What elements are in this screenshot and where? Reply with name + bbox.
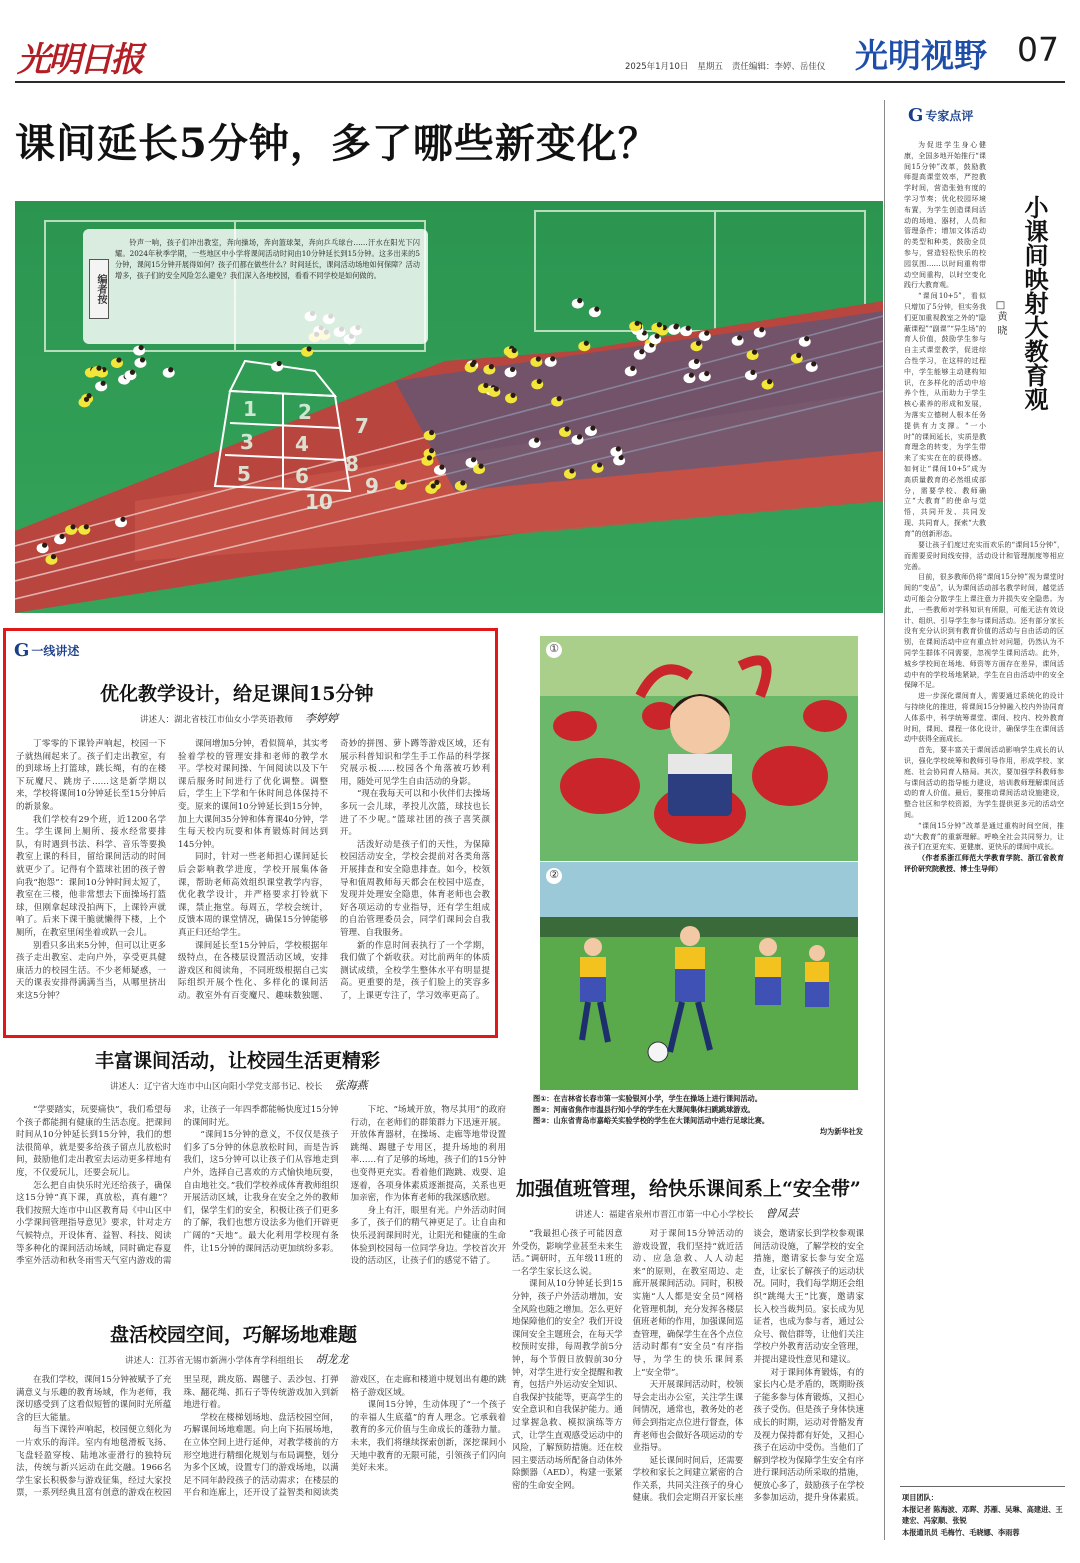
child-head [478,464,483,469]
child-head [694,359,699,364]
child-head [686,326,691,331]
court-number: 7 [355,414,369,438]
court-number: 5 [237,462,251,486]
article3-author: 胡龙龙 [315,1353,349,1366]
frontline-tag-label: 一线讲述 [31,644,80,658]
g-logo-icon: G [908,105,924,126]
child-head [470,362,475,367]
section-title: 光明视野 [855,36,987,75]
child-head [140,357,145,362]
court-number: 1 [243,397,257,421]
commentary-body-narrow: 为促进学生身心健康，全国多地开始推行“课间15分钟”改革，鼓励教师提高课堂效率，严控教学时间，营造张弛有度的学习节奏；优化校园环境布置，为学生创造课间活动的场地、器材，人员和管理条件；增加文体活动的类型和种类，鼓励全员参与，营造轻松快乐的校园氛围……以时间重构带动空间重构，以时空变化践行大教育观。 “课间10+5”，看似只增加了5分钟，但实务我们更加重视教室之外的“隐蔽课程”“副课”“异生场”的育人价值，鼓励学生参与自主式课堂教学，促进综合性学习，在这样的过程中，学生能够主动建构知识，在多样化的活动中培养个性，从而助力于学生核心素养的形成和发展，为落实立德树人根本任务提供有力支撑。“一小时”的课间延长，实质是教育理念的转变，为学生带来了实实在在的获得感。如何让“课间10+5”成为高质量教育的必然组成部分，需要学校、教师确立“大教育”的使命与觉悟，共同开发、共同发现、共同育人，探索“大教育”的创新形态。 [904,141,986,538]
child-head [597,462,602,467]
child-head [557,396,562,401]
article2-title: 丰富课间活动，让校园生活更精彩 [95,1050,381,1072]
g-logo-icon: G [14,640,30,661]
court-number: 9 [365,474,379,498]
child-head [639,349,644,354]
article4-body: “我最担心孩子可能因意外受伤，影响学业甚至未来生活。”调研时，五年级11班的一名学生家长这么说。 课间从10分钟延长到15分钟，孩子户外活动增加，安全风险也随之增加。怎么更好地保障他们的安全？我们开设课间安全主题班会，在每天学校预时安排，每周教学前5分钟，每个节假日放假前30分钟，对学生进行安全提醒和教育，包括户外运动安全知识、自我保护技能等，更高学生的安全意识和自我保护能力。通过掌握急救、模拟演练等方式，让学生直观感受运动中的风险，了解预防措施。还在校园主要活动场所配备自动体外除颤器（AED），构建一张紧密的生命安全网。 对于课间15分钟活动的游戏设置，我们坚持“就近活动、应急急救、人人动起来”的原则，在教室周边、走廊开展课间活动。同时，积极实施“人人都是安全员”网格化管理机制，充分发挥各楼层值班老师的作用，加强课间巡查管理，确保学生在各个点位活动时都有“安全员”有序指导，为学生的快乐课间系上“安全带”。 天开展课间活动时，校领导会走出办公室，关注学生课间情况，通常也，教务处的老师会到指定点位进行督查，体育老师也会做好各项运动的专业指导。 延长课间时间后，还需要学校和家长之间建立紧密的合作关系，共同关注孩子的身心健康。我们会定期召开家长座谈会，邀请家长到学校参观课间活动设施，了解学校的安全措施，邀请家长参与安全巡查，让家长了解孩子的运动状况。同时，我们每学期还会组织“跳绳大王”比赛，邀请家长入校当裁判员。家长成为见证者，也成为参与者，通过公众号、微信群等，让他们关注学校户外教育活动安全管理，并提出建设性意见和建议。 对于课间体育锻炼，有的家长内心是矛盾的，既期盼孩子能多参与体育锻炼，又担心孩子受伤。但是孩子身体快速成长的时期，运动对骨骼发育及视力保持都有好处，又担心孩子在运动中受伤。当他们了解到学校为保障学生安全有序进行课间活动所采取的措施，便放心多了，鼓励孩子在学校多参加运动，提升身体素质。 [512,1229,864,1504]
child-head [689,373,694,378]
child-head [811,361,816,366]
child-head [635,321,640,326]
children-drum-image [540,636,858,861]
child-head [116,357,121,362]
court-number: 3 [240,430,254,454]
article3-body: 在我们学校，课间15分钟被赋予了充满意义与乐趣的教育场域，作为老师，我深切感受到了这看似短暂的课间时光所蕴含的巨大能量。 每当下课铃声响起，校园便立刻化为一片欢乐的海洋。室内有地毯滑板飞扬、飞盘轻盈穿梭、陆地冰壶滑行的独特玩法，传统与新兴运动在此交融。1966名学生家长积极参与游戏征集，经过大家投票，一系列经典且富有创意的游戏在校园里呈现，跳皮筋、踢毽子、丢沙包、打弹珠、翻花绳、抓石子等传统游戏加入到新地进行着。 学校在楼梯划场地、盘活校园空间，巧解课间场地难题。向上向下拓展场地，在立体空间上进行延伸，对教学楼前的方形空地进行精细化规划与布局调整，划分为多个区域，设置专门的游戏场地，以满足不同年龄段孩子的活动需求；在楼层的平台和连廊上，还开设了益智类和阅读类游戏区，在走廊和楼道中规划出有趣的跳格子游戏区域。 课间15分钟，生动体现了“一个孩子的幸福人生底蕴”的育人理念。它承载着教育的多元价值与生命成长的蓬勃力量。未来，我们将继续探索创新，深挖课间小天地中教育的无限可能，引领孩子们闪向美好未来。 [16,1375,506,1499]
child-head [400,479,405,484]
child-head [120,517,125,522]
child-head [277,361,282,366]
responsible-editors: 责任编辑：李婷、岳佳仪 [731,62,826,72]
photo-2-marker: ② [546,868,562,884]
child-head [537,379,542,384]
commentary-body-wide: 要让孩子们度过充实而欢乐的“课间15分钟”，而需要妥时间线安排，活动设计和管理制度等相应完善。 目前，很多教师仍将“课间15分钟”视为课堂时间的“变品”，认为课间活动部名教学时间，越觉活动可能会分散学生上课注意力并损失安全隐患。为此，一些教师对学科知识有所限，可能无法有效设计、组织、引导学生参与课间活动。还有部分家长没有充分认识到有教育价值的活动与自由活动的区别，在课间活动中应有重点针对问题，仍然认为不同学生群体不同需要，忽视学生课间活动。此外，城乡学校间在场地、师资等方面存在差异，课间活动中有的学校场地紧缺，学生在自由活动中的安全保障不足。 进一步深化课间育人，需要通过系统化的设计与持续化的推进，将课间15分钟融入校内外协同育人体系中，科学统筹课堂、课间、校内、校外教育时间，课间、课程一体化设计，确保学生在课间活动中获得全面成长。 首先，要丰富关于课间活动影响学生成长的认识，强化学校统筹和教师引导作用，形成学校、家庭、社会协同育人格局。其次，要加强学科教师参与课间活动的指导能力建设，培训教师理解课间活动的育人价值。最后，要推动课间活动设施建设，整合社区和学校资源，为学生提供更多元的活动空间。 “课间15分钟”改革是通过重构时间空间，推动“大教育”的重新理解。呼唤全社会共同努力，让孩子们在更充实、更健康、更快乐的课间中成长。 （作者系浙江师范大学教育学院、浙江省教育评价研究院教授、博士生导师） [904,541,1064,873]
court-number: 8 [345,452,359,476]
credits-rule [900,1486,1065,1487]
child-head [431,483,436,488]
court-number: 2 [298,400,312,424]
article1-title: 优化教学设计，给足课间15分钟 [100,683,374,705]
paper-name-logo: 光明日报 [17,40,141,80]
commentary-author: □黄晓 [995,300,1006,339]
article4-byline: 讲述人：福建省泉州市晋江市第一中心小学校长 曾凤芸 [575,1207,799,1220]
child-head [630,366,635,371]
expert-tag-label: 专家点评 [925,109,974,123]
child-head [704,331,709,336]
child-head [460,480,465,485]
frontline-tag [14,640,79,661]
article4-title: 加强值班管理，给快乐课间系上“安全带” [516,1178,861,1200]
top-photo [15,201,883,613]
child-head [737,335,742,340]
court-number: 4 [295,432,309,456]
article3-title: 盘活校园空间，巧解场地难题 [110,1324,358,1346]
photo-2 [540,862,858,1090]
project-credits: 项目团队： 本报记者 陈海波、邓晖、苏雁、吴琳、高建进、王建宏、冯家顺、张锐 本报通讯员 毛梅竹、毛晓娜、李雨蓉 [902,1493,1063,1537]
child-head [168,367,173,372]
photo-captions: 图①：在吉林省长春市第一实验银河小学，学生在操场上进行课间活动。 图②：河南省焦作市温县行知小学的学生在大课间集体扫跳跳球游戏。 图③：山东省青岛市嘉峪关实验学校的学生在大课间活动中进行足球比赛。 均为新华社发 [533,1094,863,1136]
main-headline: 课间延长5分钟，多了哪些新变化？ [15,120,659,167]
child-head [704,371,709,376]
column-divider [884,100,885,1540]
child-head [59,534,64,539]
child-head [759,327,764,332]
child-head [84,397,89,402]
article4-author: 曾凤芸 [765,1207,799,1220]
child-head [429,448,434,453]
child-head [673,324,678,329]
child-head [696,341,701,346]
child-head [307,346,312,351]
photo-1 [540,636,858,861]
child-head [139,345,144,350]
article1-author: 李婷婷 [305,712,339,725]
child-head [84,524,89,529]
expert-tag [908,105,973,126]
child-head [655,334,660,339]
child-head [42,543,47,548]
child-head [471,457,476,462]
child-head [804,336,809,341]
issue-weekday: 星期五 [697,62,723,72]
child-head [564,426,569,431]
article1-byline: 讲述人：湖北省枝江市仙女小学英语教师 李婷婷 [140,712,339,725]
child-head [534,438,539,443]
child-head [796,353,801,358]
commentary-title: 小课间映射大教育观 [1020,195,1049,411]
child-head [51,554,56,559]
child-head [510,367,515,372]
child-head [536,356,541,361]
child-head [577,434,582,439]
article2-body: “学要踏实，玩要痛快”，我们希望每个孩子都能拥有健康的生活态度。把课间时间从10分钟延长到15分钟，我们的想法很简单，就是要多给孩子留点儿放松时间，鼓励他们走出教室去运动更多样地有度，不仅爱玩儿，还要会玩儿。 怎么把自由快乐时光还给孩子，确保这15分钟“真下课，真放松，真有趣”？我们按照大连市中山区教育局《中山区中小学课间管理指导意见》要求，针对走方气候特点，开设体育、益智、科技、阅读等多种化的课间活动场域，同时确定春夏季室外活动和秋冬雨雪天气室内游戏的需求，让孩子一年四季都能畅快度过15分钟的课间时光。 “课间15分钟的意义，不仅仅是孩子们多了5分钟的休息放松时间，而是告诉我们，这5分钟可以让孩子们从容地走到户外，选择自己喜欢的方式愉快地玩耍，自由地社交。”我们学校养成体育教师组织开展活动区域，让我身在安全之外的教师们，保学生们的安全，积极让孩子们更多的了解，我们也想方设法多为他们开辟更广阔的“天地”。最大化利用学校现有条件，让15分钟的课间活动更加缤纷多彩。 下坨、“场域开放，物尽其用”的政府行动，在老师们的群策群力下迅速开展。开放体育器材，在操场、走廊等地带设置跳绳、踢毽子专用区，提升场地的利用率……有了足够的场地，孩子们的15分钟也变得更充实。看着他们跑跳、戏耍、追逐着，各项身体素质逐渐提高，关系也更加亲密，作为体育老师的我深感欣慰。 身上有汗，眼里有光。户外活动时间多了，孩子们的精气神更足了。让自由和快乐浸润课间时光，让阳光和健康的生命体验到校园每一位同学身边。学校首次开设的活动区，让孩子们的感觉不错了。 [16,1105,506,1267]
child-head [569,468,574,473]
court-number: 6 [295,464,309,488]
child-head [616,446,621,451]
child-head [594,307,599,312]
child-head [483,383,488,388]
child-head [752,350,757,355]
child-head [427,455,432,460]
child-head [439,465,444,470]
child-head [489,364,494,369]
child-head [494,386,499,391]
child-head [590,426,595,431]
child-head [584,341,589,346]
children-running-image [540,862,858,1090]
issue-date: 2025年1月10日 [625,62,689,72]
child-head [550,356,555,361]
page-number: 07 [1017,30,1059,69]
editor-note-text: 铃声一响，孩子们冲出教室，奔向操场，奔向篮球架，奔向乒乓球台……汗水在阳光下闪耀。2024年秋季学期，一些地区中小学将课间活动时间由10分钟延长到15分钟。这多出来的5分钟，课间15分钟开展得如何？孩子们都在做些什么？时间延长，课间活动场地如何保障？活动增多，孩子们的安全风险怎么避免？我们深入各地校园，看看不同学校是如何做的。 [115,238,420,280]
child-head [101,381,106,386]
child-head [70,524,75,529]
editor-note-box [83,229,428,344]
child-head [750,370,755,375]
masthead-rule [15,81,1065,83]
child-head [130,370,135,375]
article2-author: 张海燕 [334,1079,368,1092]
editor-note-tag: 编者按 [89,259,109,319]
child-head [577,298,582,303]
article2-byline: 讲述人：辽宁省大连市中山区向阳小学党支部书记、校长 张海燕 [110,1079,368,1092]
article1-body: 丁零零的下课铃声响起，校园一下子就热闹起来了。孩子们走出教室，有的到球场上打篮球，跳长绳，有的在楼下玩魔尺、跳房子……这是新学期以来，学校将课间10分钟延长至15分钟后的新景象。 我们学校有29个班，近1200名学生。学生课间上厕所、接水经常要排队，有时遇到书法、科学、音乐等要换教室上课的科目，留给课间活动的时间就更少了。记得有个篮球社团的孩子曾向我“抱怨”：课间10分钟时间太短了，教室在三楼，他非常想去下面操场打篮球，但刚拿起球没拍两下，上课铃声就响了。后来下课干脆就懒得下楼，上个厕所，在教室里闲坐着或趴一会儿。 别看只多出来5分钟，但可以让更多孩子走出教室、走向户外，享受更具健康活力的校园生活。不少老师疑惑，一天的课表安排得满满当当，从哪里挤出来这5分钟？ 课间增加5分钟，看似简单，其实考验着学校的管理安排和老师的教学水平。学校对课间操、午间阅读以及下午课后服务时间进行了优化调整。调整后，学生上下学和午休时间总体保持不变。原来的课间10分钟延长到15分钟，加上大课间35分钟和体育课40分钟，学生每天校内玩耍和体育锻炼时间达到145分钟。 同时，针对一些老师担心课间延长后会影响教学进度，学校开展集体备课，帮助老师高效组织课堂教学内容，优化教学设计，并严格要求打铃就下课，禁止拖堂。每周五，学校会统计，反馈本周的课堂情况，确保15分钟能够真正归还给学生。 课间延长至15分钟后，学校根据年级特点，在各楼层设置活动区域，安排游戏区和阅读角，不同班级根据自己实际组织开展个性化、多样化的课间活动。教室外有百变魔尺、趣味数独题、奇妙的拼图、萝卜蹲等游戏区域，还有展示科普知识和学生手工作品的科学探究展示板……校园各个角落被巧妙利用，随处可见学生自由活动的身影。 “现在我每天可以和小伙伴们去操场多玩一会儿球，孝投儿次篮，球技也长进了不少呢。”篮球社团的孩子喜笑颜开。 活泼好动是孩子们的天性，为保障校园活动安全，学校会提前对各类角落开展排查和安全隐患排查。如今，校领导和值周教师每天都会在校园中巡查，发现并处理安全隐患，体育老师也会教好各项运动的专业指导，还有学生组成的自治管理委员会，同学们课间会自我管理、自我服务。 新的作息时间表执行了一个学期，我们做了个新收获。对比前两年的体质测试成绩，全校学生整体水平有明显提高。更重要的是，孩子们脸上的笑容多了，上课更专注了，学习效率更高了。 [16,739,490,1001]
masthead [15,18,1065,80]
child-head [510,393,515,398]
photo-1-marker: ① [546,642,562,658]
child-head [512,348,517,353]
court-number: 10 [305,490,333,514]
child-head [429,430,434,435]
child-head [657,322,662,327]
child-head [96,366,101,371]
child-head [767,379,772,384]
article3-byline: 讲述人：江苏省无锡市新洲小学体育学科组组长 胡龙龙 [125,1353,349,1366]
